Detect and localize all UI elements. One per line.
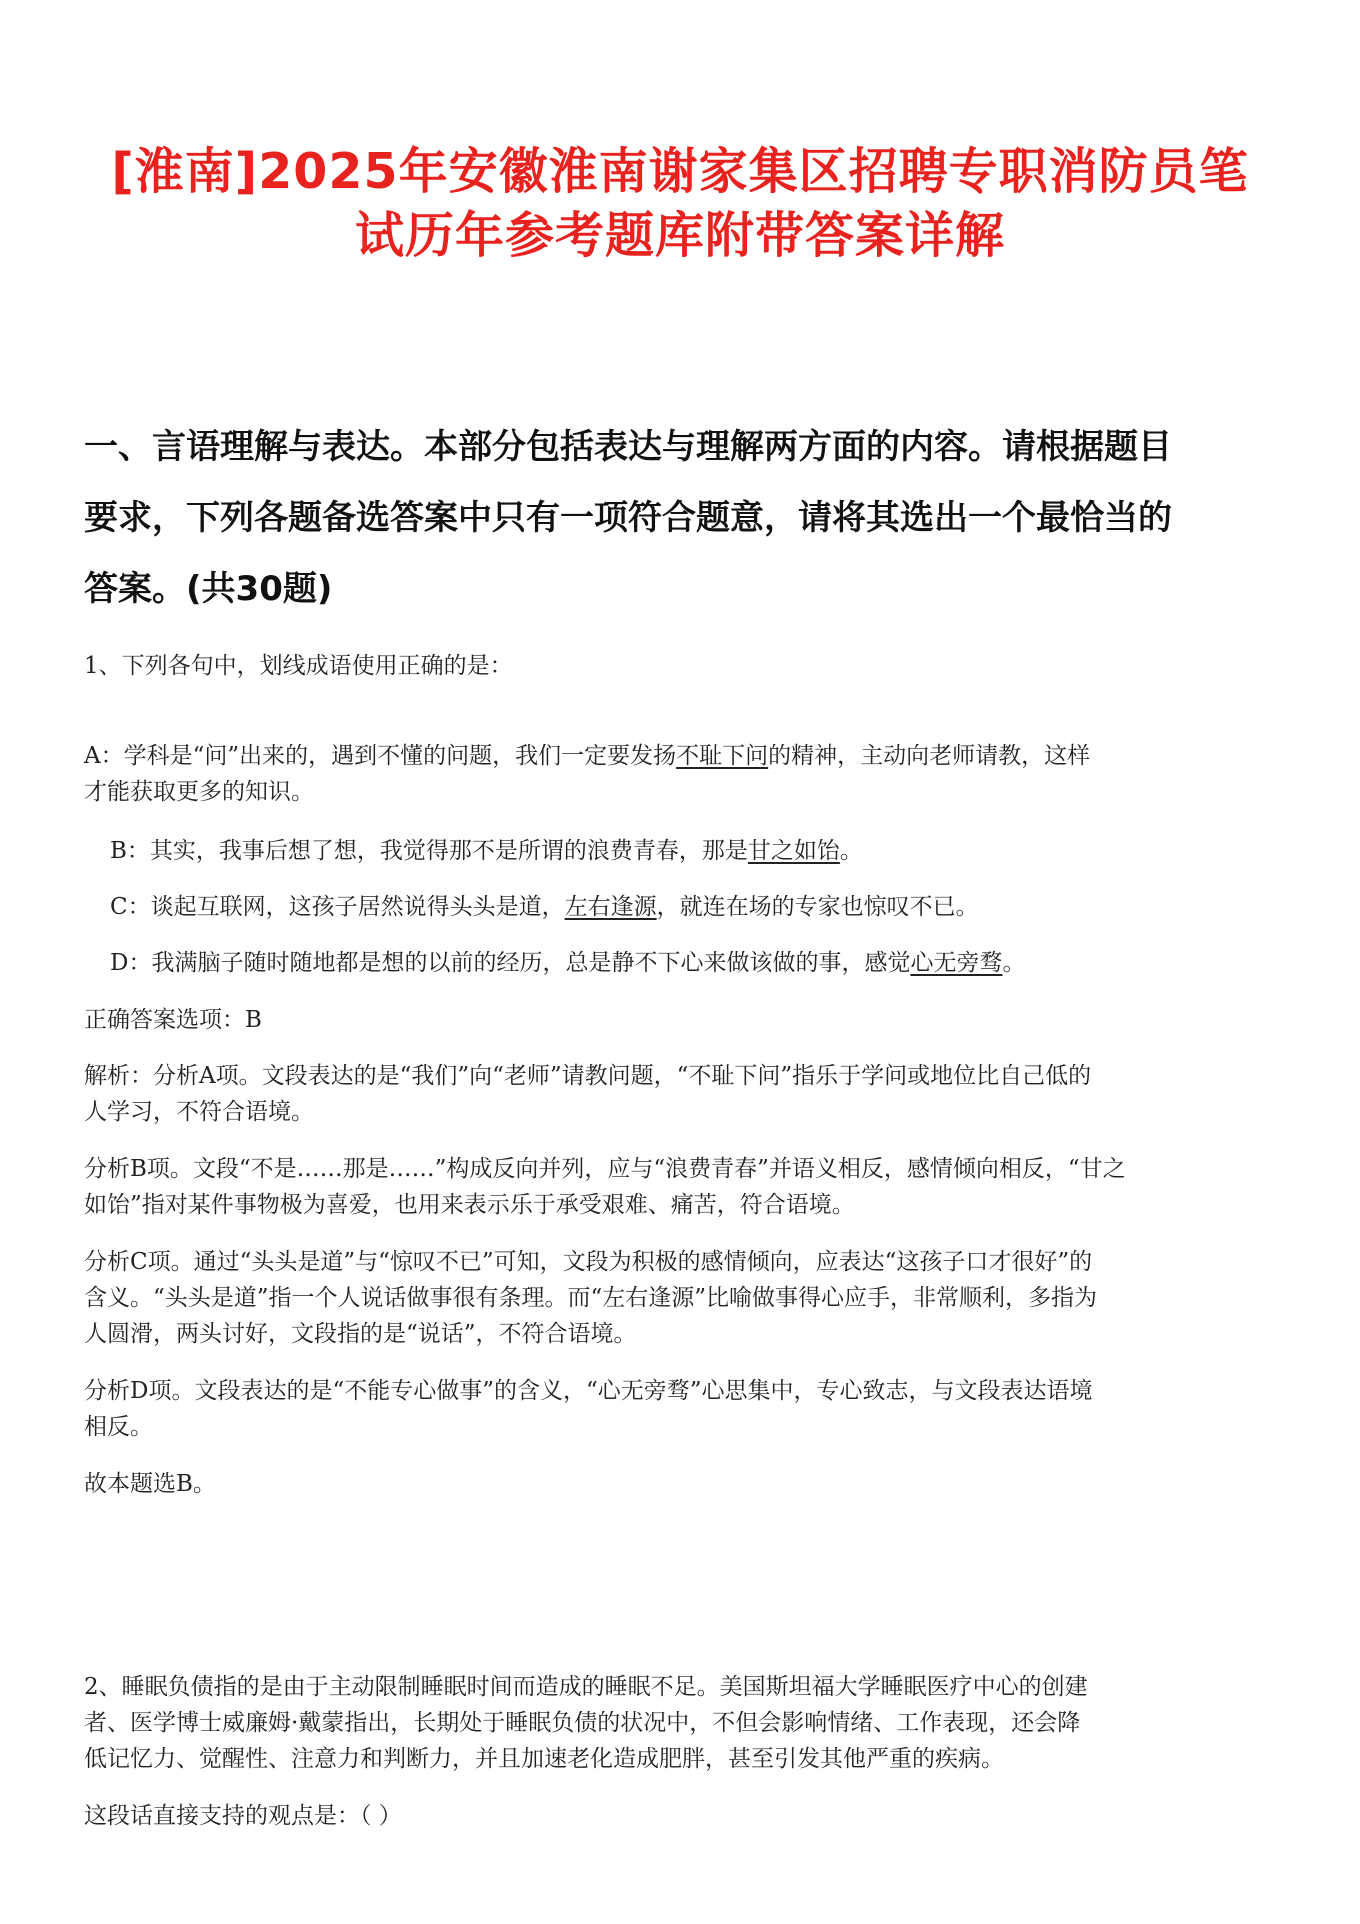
title-line-1: [淮南]2025年安徽淮南谢家集区招聘专职消防员笔 — [111, 143, 1249, 200]
option-d-idiom: 心无旁骛 — [910, 950, 1003, 976]
question-2-stem-line-1: 2、睡眠负债指的是由于主动限制睡眠时间而造成的睡眠不足。美国斯坦福大学睡眠医疗中心的创建 — [84, 1674, 1088, 1700]
option-b — [110, 832, 863, 865]
option-a — [84, 737, 1090, 770]
question-2-stem-line-2: 者、医学博士威廉姆·戴蒙指出，长期处于睡眠负债的状况中，不但会影响情绪、工作表现，还会降 — [84, 1710, 1081, 1736]
analysis-d-line-2: 相反。 — [84, 1414, 153, 1440]
option-a-idiom: 不耻下问 — [676, 743, 769, 769]
option-d-text: D：我满脑子随时随地都是想的以前的经历，总是静不下心来做该做的事，感觉 — [110, 950, 911, 976]
analysis-b-line-2: 如饴”指对某件事物极为喜爱，也用来表示乐于承受艰难、痛苦，符合语境。 — [84, 1192, 855, 1218]
option-b-text-end: 。 — [839, 838, 863, 864]
option-d — [110, 944, 1025, 977]
option-a-text-end: 的精神，主动向老师请教，这样 — [768, 743, 1091, 769]
analysis-a-line-2: 人学习，不符合语境。 — [84, 1099, 314, 1125]
option-c — [110, 888, 979, 921]
section-heading — [84, 412, 1284, 625]
analysis-c-line-3: 人圆滑，两头讨好，文段指的是“说话”，不符合语境。 — [84, 1321, 637, 1347]
section-heading-line-1: 一、言语理解与表达。本部分包括表达与理解两方面的内容。请根据题目 — [84, 427, 1172, 467]
section-heading-line-3: 答案。(共30题) — [84, 569, 333, 609]
conclusion: 故本题选B。 — [84, 1471, 216, 1497]
question-1-stem: 1、下列各句中，划线成语使用正确的是： — [84, 653, 513, 679]
analysis-b-line-1: 分析B项。文段“不是……那是……”构成反向并列，应与“浪费青春”并语义相反，感情倾向相反，“甘之 — [84, 1156, 1126, 1182]
option-d-text-end: 。 — [1002, 950, 1026, 976]
option-a-continued: 才能获取更多的知识。 — [84, 779, 314, 805]
analysis-d-line-1: 分析D项。文段表达的是“不能专心做事”的含义，“心无旁骛”心思集中，专心致志，与文段表达语境 — [84, 1378, 1093, 1404]
analysis-c-line-2: 含义。“头头是道”指一个人说话做事很有条理。而“左右逢源”比喻做事得心应手，非常顺利，多指为 — [84, 1285, 1098, 1311]
option-b-text: B：其实，我事后想了想，我觉得那不是所谓的浪费青春，那是 — [110, 838, 748, 864]
question-2-prompt: 这段话直接支持的观点是：（ ） — [84, 1803, 402, 1829]
option-c-text-end: ，就连在场的专家也惊叹不已。 — [656, 894, 979, 920]
analysis-c-line-1: 分析C项。通过“头头是道”与“惊叹不已”可知，文段为积极的感情倾向，应表达“这孩子口才很好”的 — [84, 1249, 1093, 1275]
document-title — [60, 140, 1300, 268]
correct-answer: 正确答案选项：B — [84, 1007, 262, 1033]
option-c-text: C：谈起互联网，这孩子居然说得头头是道， — [110, 894, 565, 920]
analysis-a-line-1: 解析：分析A项。文段表达的是“我们”向“老师”请教问题，“不耻下问”指乐于学问或地位比自己低的 — [84, 1063, 1092, 1089]
option-c-idiom: 左右逢源 — [564, 894, 657, 920]
option-a-text: A：学科是“问”出来的，遇到不懂的问题，我们一定要发扬 — [84, 743, 677, 769]
title-line-2: 试历年参考题库附带答案详解 — [354, 207, 1005, 264]
section-heading-line-2: 要求，下列各题备选答案中只有一项符合题意，请将其选出一个最恰当的 — [84, 498, 1172, 538]
option-b-idiom: 甘之如饴 — [747, 838, 840, 864]
question-2-stem-line-3: 低记忆力、觉醒性、注意力和判断力，并且加速老化造成肥胖，甚至引发其他严重的疾病。 — [84, 1746, 1004, 1772]
